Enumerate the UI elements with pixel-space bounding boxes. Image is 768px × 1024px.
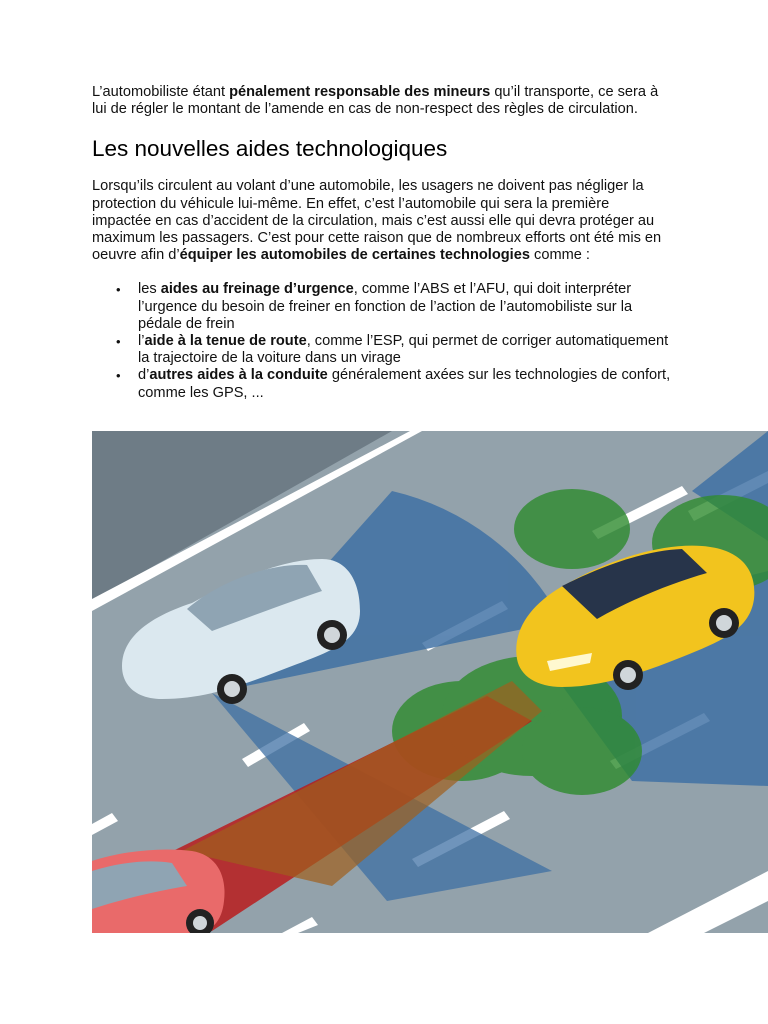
bullet-bold: autres aides à la conduite: [149, 367, 328, 384]
section-heading: Les nouvelles aides technologiques: [92, 136, 448, 162]
list-item: [92, 333, 672, 367]
intro-text-1: L’automobiliste étant: [92, 84, 230, 100]
road-scene-svg: [92, 431, 768, 933]
bullet-post: , comme l’ESP, qui permet de corriger automatiquement la trajectoire de la voiture dans un virage: [138, 333, 669, 367]
bullet-marker: •: [116, 282, 121, 298]
bullet-pre: d’: [138, 367, 150, 384]
bullet-bold: aide à la tenue de route: [144, 333, 307, 350]
intro-text-2: qu’il transporte, ce sera à lui de régler le montant de l’amende en cas de non-respect des règles de circulation.: [92, 84, 659, 118]
bullet-bold: aides au freinage d’urgence: [160, 281, 354, 298]
bullet-marker: •: [116, 368, 121, 384]
body-text-1: Lorsqu’ils circulent au volant d’une automobile, les usagers ne doivent pas négliger la protection du véhicule lui-même. En effet, c’est l’automobile qui sera la première impactée en cas d’accident de la circulation, mais c’est aussi elle qui devra protéger au maximum les passagers. C’est pour cette raison que de nombreux efforts ont été mis en oeuvre afin d’: [92, 178, 662, 264]
intro-paragraph: [92, 84, 672, 118]
driver-assistance-illustration: [92, 431, 768, 933]
red-car: [92, 849, 225, 933]
bullet-list: [92, 281, 672, 401]
document-page: [92, 84, 672, 402]
body-text-2: comme :: [529, 247, 590, 264]
bullet-pre: l’: [138, 333, 145, 350]
list-item: [92, 367, 672, 401]
bullet-pre: les: [138, 281, 161, 298]
intro-bold: pénalement responsable des mineurs: [229, 84, 491, 100]
body-paragraph: [92, 178, 672, 264]
bullet-post: généralement axées sur les technologies de confort, comme les GPS, ...: [138, 367, 671, 401]
body-bold: équiper les automobiles de certaines technologies: [179, 247, 530, 264]
list-item: [92, 281, 672, 333]
bullet-post: , comme l’ABS et l’AFU, qui doit interpréter l’urgence du besoin de freiner en fonction de l’action de l’automobiliste sur la pédale de frein: [138, 281, 633, 332]
bullet-marker: •: [116, 334, 121, 350]
